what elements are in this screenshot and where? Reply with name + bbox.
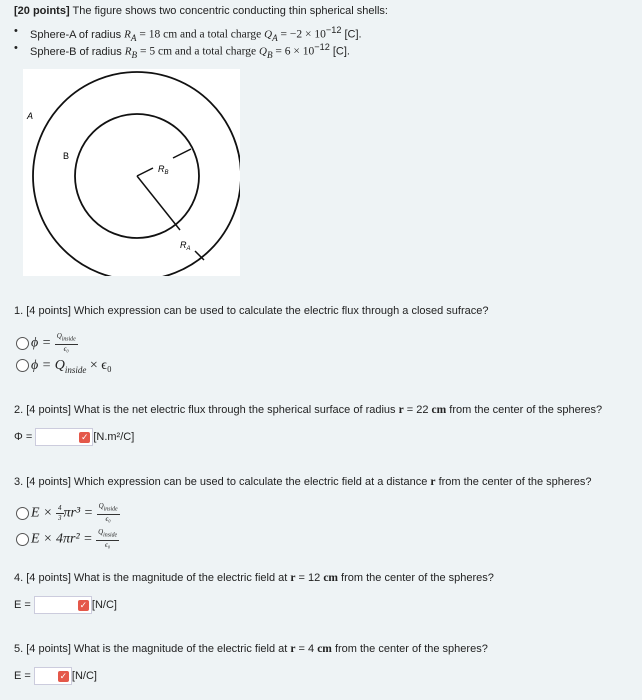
t: = 4 — [295, 643, 318, 655]
t: = −2 × 10 — [277, 28, 326, 41]
flux-label: Φ = — [14, 430, 33, 443]
q4-answer-row — [14, 596, 117, 614]
concentric-spheres-figure — [23, 69, 240, 276]
t: inside — [103, 506, 118, 513]
t: B — [266, 49, 273, 60]
t: −12 — [314, 42, 330, 52]
t: ϵ₀ — [105, 515, 111, 524]
field-label: E = — [14, 598, 31, 611]
t: −12 — [325, 25, 342, 35]
label-ra: $R_A$ — [180, 240, 191, 252]
question-5 — [14, 643, 488, 655]
t: ϵ₀ — [104, 541, 111, 550]
unit-label: [N/C] — [91, 598, 117, 611]
t: 4 — [58, 503, 62, 512]
rb-line-2 — [173, 149, 191, 158]
q3-option-2[interactable] — [16, 528, 119, 550]
t: R — [124, 45, 132, 58]
t: from the center of the spheres? — [331, 643, 488, 655]
unit-label: [N/C] — [71, 669, 97, 682]
t: ϕ = — [31, 335, 55, 351]
ra-line-1 — [137, 176, 180, 230]
t: cm — [431, 404, 447, 416]
points: [20 points] — [14, 5, 70, 17]
unit-label: [N.m²/C] — [93, 430, 135, 443]
q3-option-1[interactable] — [16, 502, 120, 524]
t: ϵ₀ — [63, 345, 69, 354]
t: B — [131, 49, 138, 60]
t: Sphere-A of radius — [30, 28, 125, 41]
t: E × — [31, 505, 56, 521]
t: Q — [98, 528, 104, 536]
t: ϕ = Q — [31, 358, 65, 373]
t: r — [290, 643, 296, 655]
t: Sphere-B of radius — [30, 45, 125, 58]
t: 3. [4 points] Which expression can be used to calculate the electric field at a distance — [14, 476, 431, 488]
t: cm — [323, 572, 338, 584]
question-4 — [14, 572, 494, 584]
t: R — [124, 28, 131, 41]
t: 3 — [58, 513, 62, 522]
label-a: A — [27, 111, 34, 121]
question-1: 1. [4 points] Which expression can be used to calculate the electric flux through a closed sufrace? — [14, 305, 489, 317]
t: × ϵ₀ — [86, 358, 112, 373]
t: [C]. — [341, 28, 362, 41]
field-label: E = — [14, 669, 31, 682]
q1-option-1[interactable] — [16, 332, 78, 354]
t: from the center of the spheres? — [446, 404, 603, 416]
t: from the center of the spheres? — [338, 572, 494, 584]
fraction — [56, 504, 64, 523]
t: cm — [317, 643, 332, 655]
t: inside — [64, 364, 87, 375]
label-b: B — [63, 151, 70, 161]
t: inside — [103, 532, 118, 539]
fraction — [96, 528, 119, 550]
t: [C]. — [329, 45, 350, 58]
fraction — [55, 332, 78, 354]
radio-button[interactable] — [16, 359, 29, 372]
t: πr³ = — [63, 505, 97, 521]
t: r — [430, 476, 436, 488]
radio-button[interactable] — [16, 533, 29, 546]
rb-line-1 — [137, 168, 153, 176]
radio-button[interactable] — [16, 337, 29, 350]
t: A — [130, 32, 137, 43]
t: = 12 — [295, 572, 324, 584]
check-icon: ✓ — [81, 431, 89, 442]
t: 2. [4 points] What is the net electric flux through the spherical surface of radius — [14, 404, 399, 416]
t: = 5 cm and a total charge — [137, 45, 259, 58]
t: Q — [264, 28, 273, 41]
t: = 22 — [403, 404, 432, 416]
intro-sentence: The figure shows two concentric conducting thin spherical shells: — [69, 5, 388, 17]
q2-answer-row — [14, 428, 134, 446]
intro-text — [14, 5, 388, 17]
t: E × 4πr² = — [31, 531, 97, 547]
t: 5. [4 points] What is the magnitude of the electric field at — [14, 643, 291, 655]
t: 4. [4 points] What is the magnitude of the electric field at — [14, 572, 291, 584]
q5-answer-row — [14, 667, 97, 685]
sphere-a-circle — [33, 72, 240, 276]
bullet-sphere-b — [14, 42, 350, 60]
t: Q — [258, 45, 267, 58]
t: = 18 cm and a total charge — [136, 28, 265, 41]
t: inside — [61, 336, 76, 343]
radio-button[interactable] — [16, 507, 29, 520]
check-icon: ✓ — [59, 670, 68, 681]
question-2 — [14, 404, 602, 416]
t: A — [272, 32, 278, 43]
t: r — [290, 572, 296, 584]
t: from the center of the spheres? — [435, 476, 592, 488]
question-3 — [14, 476, 591, 488]
check-icon: ✓ — [79, 599, 88, 610]
q1-option-2[interactable] — [16, 358, 112, 375]
bullet-sphere-a — [14, 25, 362, 43]
label-rb: $R_B$ — [158, 164, 169, 176]
t: = 6 × 10 — [272, 45, 315, 58]
fraction — [97, 502, 120, 524]
t: Q — [56, 332, 62, 340]
t: Q — [98, 502, 104, 510]
t: r — [398, 404, 404, 416]
spheres-diagram — [23, 69, 240, 276]
